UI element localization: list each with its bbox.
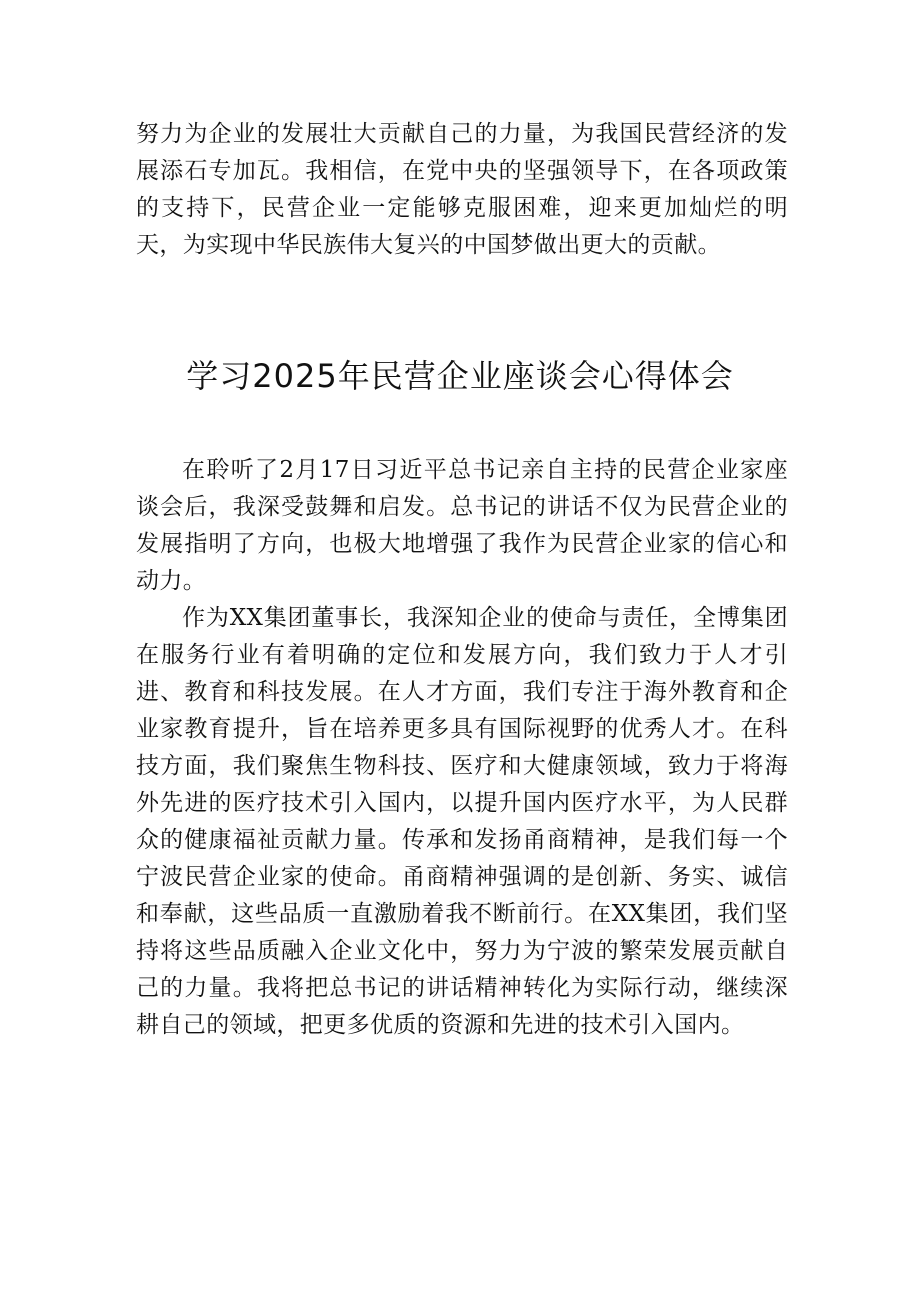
continuation-paragraph: 努力为企业的发展壮大贡献自己的力量，为我国民营经济的发展添石专加瓦。我相信，在党中央的坚强领导下，在各项政策的支持下，民营企业一定能够克服困难，迎来更加灿烂的明天，为实现中华民族伟大复兴的中国梦做出更大的贡献。 [136, 121, 788, 258]
page-title: 学习2025年民营企业座谈会心得体会 [186, 357, 734, 395]
paragraph-2: 作为XX集团董事长，我深知企业的使命与责任，全博集团在服务行业有着明确的定位和发展方向，我们致力于人才引进、教育和科技发展。在人才方面，我们专注于海外教育和企业家教育提升，旨在培养更多具有国际视野的优秀人才。在科技方面，我们聚焦生物科技、医疗和大健康领域，致力于将海外先进的医疗技术引入国内，以提升国内医疗水平，为人民群众的健康福祉贡献力量。传承和发扬甬商精神，是我们每一个宁波民营企业家的使命。甬商精神强调的是创新、务实、诚信和奉献，这些品质一直激励着我不断前行。在XX集团，我们坚持将这些品质融入企业文化中，努力为宁波的繁荣发展贡献自己的力量。我将把总书记的讲话精神转化为实际行动，继续深耕自己的领域，把更多优质的资源和先进的技术引入国内。 [136, 605, 788, 1038]
paragraph-1: 在聆听了2月17日习近平总书记亲自主持的民营企业家座谈会后，我深受鼓舞和启发。总书记的讲话不仅为民营企业的发展指明了方向，也极大地增强了我作为民营企业家的信心和动力。 [136, 457, 788, 594]
body-text [136, 452, 788, 1044]
